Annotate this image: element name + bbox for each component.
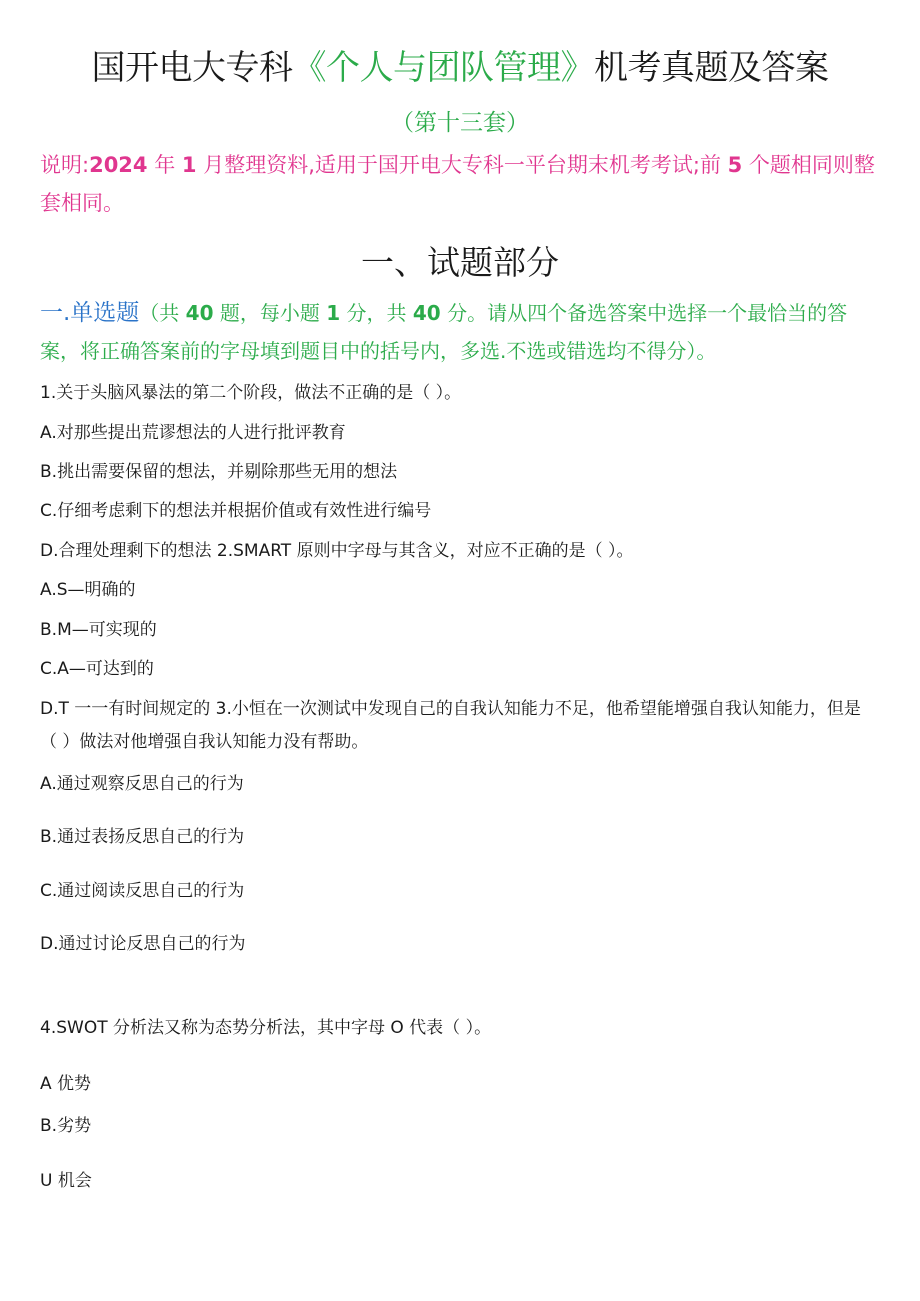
question-type-label: 一.单选题 bbox=[40, 300, 140, 326]
document-note bbox=[40, 146, 885, 222]
note-label: 说明: bbox=[40, 153, 90, 177]
instructions-count: 40 bbox=[185, 301, 214, 325]
option-2-c: C.A—可达到的 bbox=[40, 659, 154, 679]
option-4-a: A 优势 bbox=[40, 1074, 92, 1094]
note-text-1: 年 bbox=[147, 153, 182, 177]
option-1-b: B.挑出需要保留的想法，并剔除那些无用的想法 bbox=[40, 462, 398, 482]
instructions-total: 40 bbox=[412, 301, 441, 325]
section-title: 一、试题部分 bbox=[361, 243, 559, 282]
instructions-text-2: 题，每小题 bbox=[213, 301, 327, 325]
title-course-name: 《个人与团队管理》 bbox=[292, 48, 594, 88]
instructions-text-1: （共 bbox=[139, 301, 186, 325]
note-year: 2024 bbox=[89, 153, 148, 177]
option-3-b: B.通过表扬反思自己的行为 bbox=[40, 827, 245, 847]
option-4-b: B.劣势 bbox=[40, 1116, 92, 1136]
document-title bbox=[0, 44, 920, 92]
option-4-c: U 机会 bbox=[40, 1171, 92, 1191]
title-suffix: 机考真题及答案 bbox=[594, 48, 829, 88]
question-1: 1.关于头脑风暴法的第二个阶段，做法不正确的是（ ）。 bbox=[40, 383, 462, 403]
option-1-d-question-2: D.合理处理剩下的想法 2.SMART 原则中字母与其含义，对应不正确的是（ ）。 bbox=[40, 541, 634, 561]
option-1-a: A.对那些提出荒谬想法的人进行批评教育 bbox=[40, 423, 346, 443]
instructions-text-3: 分，共 bbox=[340, 301, 413, 325]
document-subtitle: （第十三套） bbox=[391, 110, 529, 136]
instructions-text-4: 分。请从四个备选答案中选择一个最恰当的答案，将正确答案前的字母填到题目中的括号内，多选.不选或错选均不得分）。 bbox=[40, 301, 848, 363]
instructions-points: 1 bbox=[326, 301, 341, 325]
option-2-b: B.M—可实现的 bbox=[40, 620, 157, 640]
note-text-2: 月整理资料,适用于国开电大专科一平台期末机考考试;前 bbox=[196, 153, 728, 177]
option-3-d: D.通过讨论反思自己的行为 bbox=[40, 934, 246, 954]
option-3-c: C.通过阅读反思自己的行为 bbox=[40, 881, 245, 901]
option-2-a: A.S—明确的 bbox=[40, 580, 136, 600]
section-instructions bbox=[40, 294, 880, 370]
title-prefix: 国开电大专科 bbox=[91, 48, 293, 88]
note-text-3: 个题相同则整套相同。 bbox=[40, 153, 875, 215]
option-2-d-question-3: D.T 一一有时间规定的 3.小恒在一次测试中发现自己的自我认知能力不足，他希望能增强自我认知能力，但是（ ）做法对他增强自我认知能力没有帮助。 bbox=[40, 699, 861, 752]
note-count: 5 bbox=[727, 153, 743, 177]
note-month: 1 bbox=[181, 153, 197, 177]
option-3-a: A.通过观察反思自己的行为 bbox=[40, 774, 244, 794]
option-1-c: C.仔细考虑剩下的想法并根据价值或有效性进行编号 bbox=[40, 501, 432, 521]
question-4: 4.SWOT 分析法又称为态势分析法，其中字母 O 代表（ ）。 bbox=[40, 1018, 492, 1038]
